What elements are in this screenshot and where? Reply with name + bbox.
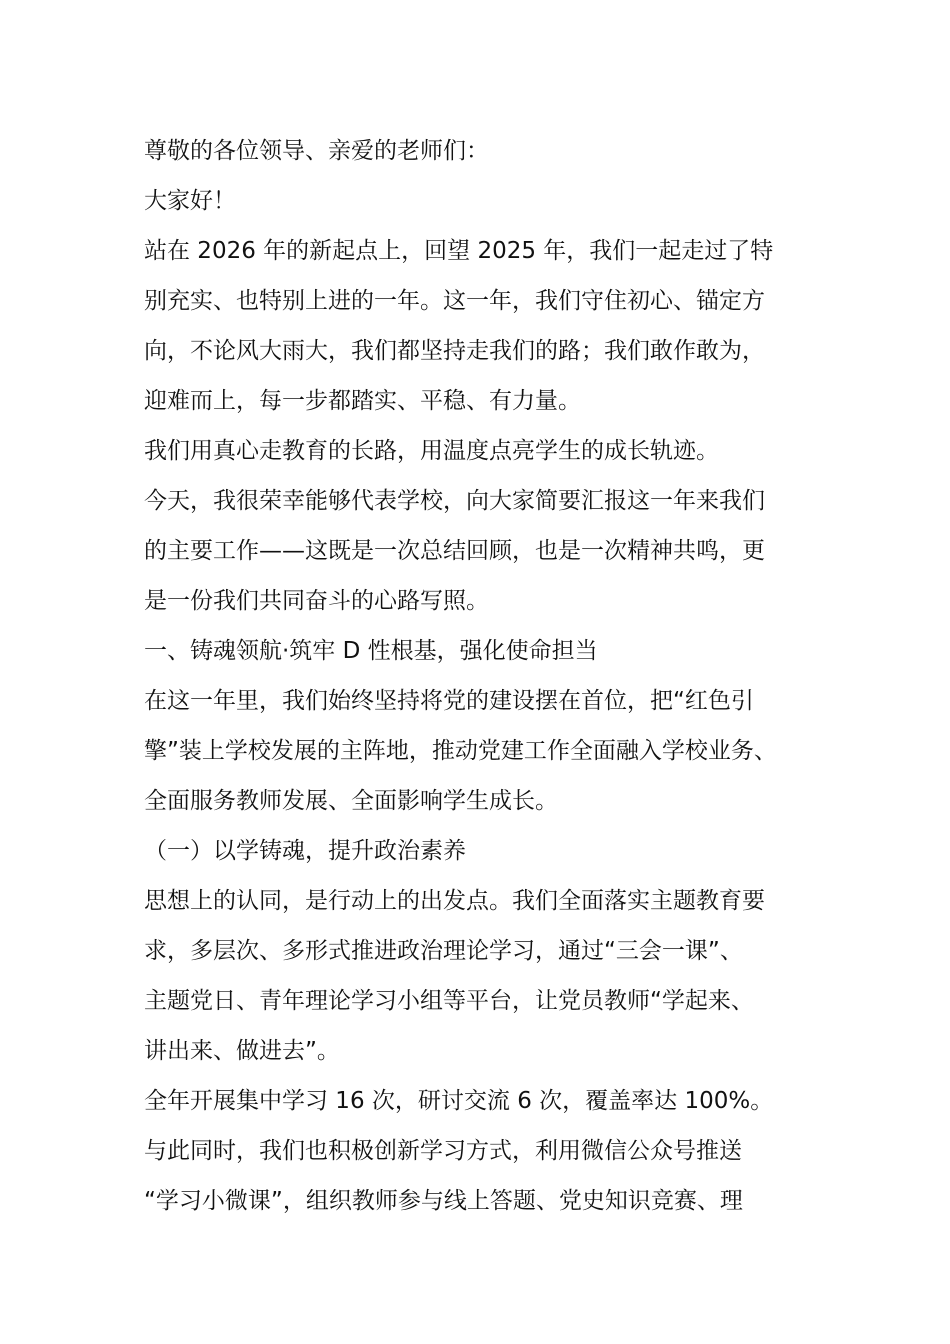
- paragraph-line: 向，不论风大雨大，我们都坚持走我们的路；我们敢作敢为，: [144, 338, 765, 364]
- paragraph-line: 的主要工作——这既是一次总结回顾，也是一次精神共鸣，更: [144, 538, 765, 564]
- paragraph-line: 擎”装上学校发展的主阵地，推动党建工作全面融入学校业务、: [144, 738, 777, 764]
- paragraph-line: 迎难而上，每一步都踏实、平稳、有力量。: [144, 388, 581, 414]
- paragraph-line: 今天，我很荣幸能够代表学校，向大家简要汇报这一年来我们: [144, 488, 765, 514]
- salutation-line: 尊敬的各位领导、亲爱的老师们：: [144, 138, 489, 164]
- paragraph-line: 求，多层次、多形式推进政治理论学习，通过“三会一课”、: [144, 938, 743, 964]
- greeting-line: 大家好！: [144, 188, 236, 214]
- document-body: [144, 126, 834, 1226]
- paragraph-line: 与此同时，我们也积极创新学习方式，利用微信公众号推送: [144, 1138, 742, 1164]
- paragraph-line: 全年开展集中学习 16 次，研讨交流 6 次，覆盖率达 100%。: [144, 1088, 774, 1114]
- paragraph-line: 站在 2026 年的新起点上，回望 2025 年，我们一起走过了特: [144, 238, 774, 264]
- paragraph-line: 主题党日、青年理论学习小组等平台，让党员教师“学起来、: [144, 988, 754, 1014]
- section-heading: 一、铸魂领航·筑牢 D 性根基，强化使命担当: [144, 638, 598, 664]
- paragraph-line: 思想上的认同，是行动上的出发点。我们全面落实主题教育要: [144, 888, 765, 914]
- paragraph-line: 讲出来、做进去”。: [144, 1038, 340, 1064]
- paragraph-line: “学习小微课”，组织教师参与线上答题、党史知识竞赛、理: [144, 1188, 743, 1214]
- paragraph-line: 在这一年里，我们始终坚持将党的建设摆在首位，把“红色引: [144, 688, 754, 714]
- paragraph-line: 我们用真心走教育的长路，用温度点亮学生的成长轨迹。: [144, 438, 719, 464]
- paragraph-line: 是一份我们共同奋斗的心路写照。: [144, 588, 489, 614]
- paragraph-line: 别充实、也特别上进的一年。这一年，我们守住初心、锚定方: [144, 288, 765, 314]
- paragraph-line: 全面服务教师发展、全面影响学生成长。: [144, 788, 558, 814]
- subsection-heading: （一）以学铸魂，提升政治素养: [144, 838, 466, 864]
